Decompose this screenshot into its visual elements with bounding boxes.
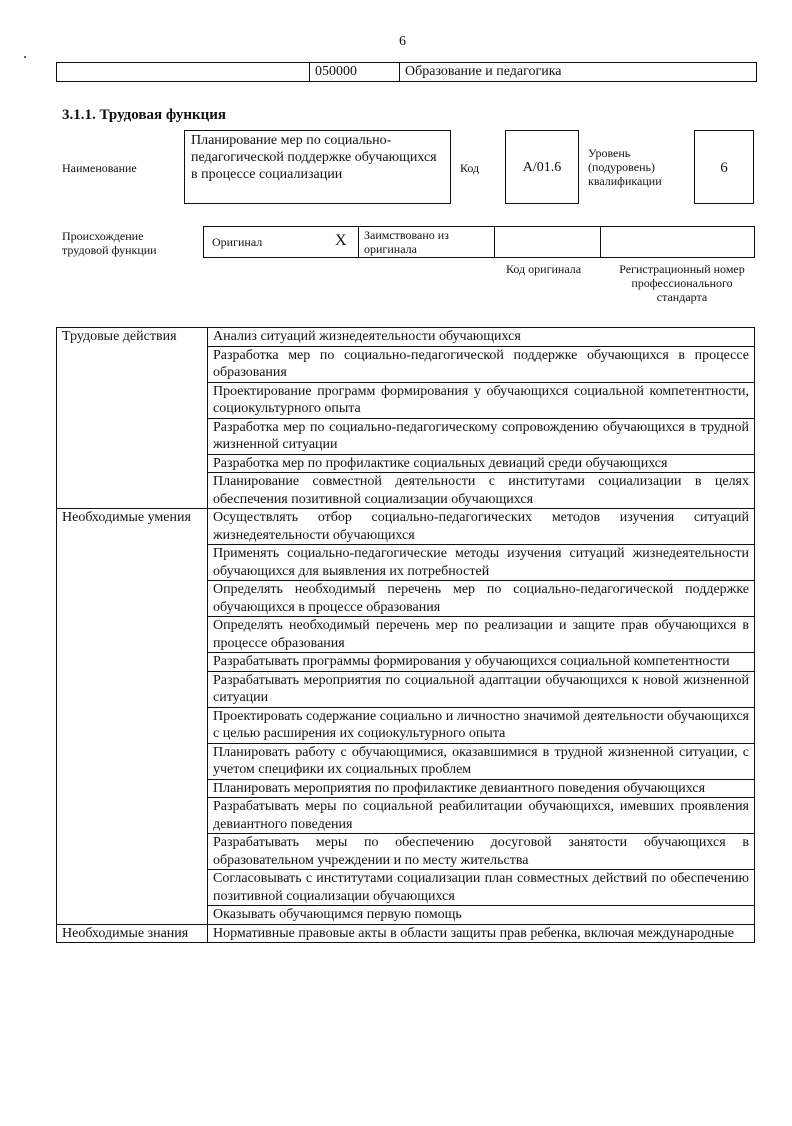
list-item: Разрабатывать мероприятия по социальной адаптации обучающихся к новой жизненной ситуации	[208, 671, 755, 707]
original-mark: X	[335, 232, 347, 249]
code-label: Код	[460, 161, 480, 175]
section-title: 3.1.1. Трудовая функция	[62, 107, 227, 123]
table-row	[57, 509, 755, 545]
group-title: Необходимые знания	[57, 924, 208, 943]
divider	[494, 227, 495, 257]
group-title: Необходимые умения	[57, 509, 208, 925]
origin-label: Происхождение трудовой функции	[62, 229, 157, 257]
list-item: Оказывать обучающимся первую помощь	[208, 906, 755, 925]
list-item: Разрабатывать меры по социальной реабилитации обучающихся, имевших проявления девиантного поведения	[208, 798, 755, 834]
page-number: 6	[399, 34, 406, 49]
level-value: 6	[694, 130, 754, 204]
original-label: Оригинал	[212, 235, 263, 249]
list-item: Разрабатывать программы формирования у обучающихся социальной компетентности	[208, 653, 755, 672]
divider	[600, 227, 601, 257]
area-code-row	[56, 62, 757, 82]
list-item: Разработка мер по профилактике социальных девиаций среди обучающихся	[208, 454, 755, 473]
list-item: Разработка мер по социально-педагогической поддержке обучающихся в процессе образования	[208, 346, 755, 382]
function-code-value: A/01.6	[505, 130, 579, 204]
list-item: Определять необходимый перечень мер по социально-педагогической поддержке обучающихся в процессе образования	[208, 581, 755, 617]
table-row	[57, 328, 755, 347]
list-item: Планировать работу с обучающимися, оказавшимися в трудной жизненной ситуации, с учетом специфики их социальных проблем	[208, 743, 755, 779]
group-title: Трудовые действия	[57, 328, 208, 509]
list-item: Проектировать содержание социально и личностно значимой деятельности обучающихся с целью расширения их социокультурного опыта	[208, 707, 755, 743]
name-label: Наименование	[62, 161, 137, 175]
divider	[358, 227, 359, 257]
scan-speck	[24, 56, 26, 58]
origin-table	[203, 226, 755, 258]
requirements-table	[56, 327, 755, 943]
list-item: Планирование совместной деятельности с институтами социализации в целях обеспечения позитивной социализации обучающихся	[208, 473, 755, 509]
list-item: Разработка мер по социально-педагогическому сопровождению обучающихся в трудной жизненной ситуации	[208, 418, 755, 454]
table-row	[57, 924, 755, 943]
borrowed-label: Заимствовано из оригинала	[364, 228, 449, 256]
list-item: Осуществлять отбор социально-педагогических методов изучения ситуаций жизнедеятельности обучающихся	[208, 509, 755, 545]
list-item: Разрабатывать меры по обеспечению досуговой занятости обучающихся в образовательном учреждении и по месту жительства	[208, 834, 755, 870]
list-item: Определять необходимый перечень мер по реализации и защите прав обучающихся в процессе образования	[208, 617, 755, 653]
list-item: Нормативные правовые акты в области защиты прав ребенка, включая международные	[208, 924, 755, 943]
level-label: Уровень (подуровень) квалификации	[588, 146, 662, 188]
list-item: Анализ ситуаций жизнедеятельности обучающихся	[208, 328, 755, 347]
list-item: Проектирование программ формирования у обучающихся социальной компетентности, социокультурного опыта	[208, 382, 755, 418]
list-item: Согласовывать с институтами социализации план совместных действий по обеспечению позитивной социализации обучающихся	[208, 870, 755, 906]
list-item: Планировать мероприятия по профилактике девиантного поведения обучающихся	[208, 779, 755, 798]
area-name: Образование и педагогика	[399, 63, 755, 81]
code-original-label: Код оригинала	[506, 262, 582, 276]
function-name-value: Планирование мер по социально-педагогической поддержке обучающихся в процессе социализации	[184, 130, 451, 204]
list-item: Применять социально-педагогические методы изучения ситуаций жизнедеятельности обучающихся для выявления их потребностей	[208, 545, 755, 581]
area-code: 050000	[309, 63, 405, 81]
reg-number-label: Регистрационный номер профессионального стандарта	[619, 262, 745, 304]
